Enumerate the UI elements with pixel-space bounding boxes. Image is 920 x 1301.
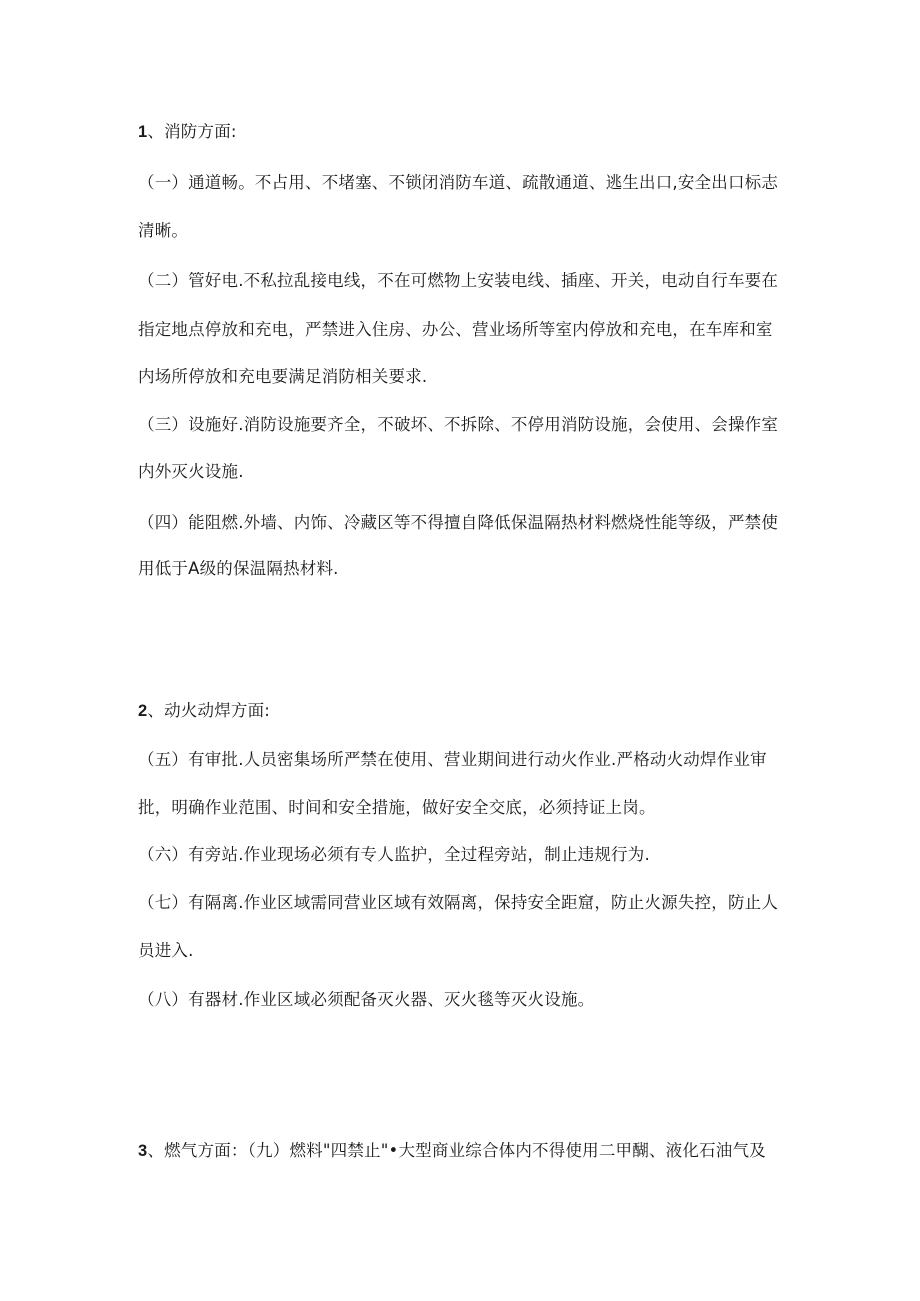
section-number: 1 xyxy=(138,123,148,141)
section-title: 、动火动焊方面: xyxy=(147,701,271,720)
paragraph-line: （三）设施好.消防设施要齐全，不破坏、不拆除、不停用消防设施，会使用、会操作室 xyxy=(138,415,779,434)
paragraph-line: 清晰。 xyxy=(138,221,189,240)
paragraph-line: （四）能阻燃.外墙、内饰、冷藏区等不得擅自降低保温隔热材料燃烧性能等级，严禁使 xyxy=(138,513,779,532)
paragraph-line: （二）管好电.不私拉乱接电线，不在可燃物上安装电线、插座、开关，电动自行车要在 xyxy=(138,271,779,290)
paragraph-line: 内场所停放和充电要满足消防相关要求. xyxy=(138,367,428,386)
section-number: 3 xyxy=(138,1142,148,1160)
paragraph-line: 员进入. xyxy=(138,941,194,960)
paragraph-line: （八）有器材.作业区域必须配备灭火器、灭火毯等灭火设施。 xyxy=(138,990,595,1009)
section-2-heading xyxy=(138,700,788,722)
paragraph-line: （一）通道畅。不占用、不堵塞、不锁闭消防车道、疏散通道、逃生出口,安全出口标志 xyxy=(138,173,779,192)
paragraph-line: 内外灭火设施. xyxy=(138,462,244,481)
paragraph-line: 指定地点停放和充电，严禁进入住房、办公、营业场所等室内停放和充电，在车库和室 xyxy=(138,320,773,339)
paragraph-line: （五）有审批.人员密集场所严禁在使用、营业期间进行动火作业.严格动火动焊作业审 xyxy=(138,750,767,769)
paragraph-line: 用低于A级的保温隔热材料. xyxy=(138,559,339,578)
section-title: 、消防方面: xyxy=(147,122,237,141)
paragraph-line: （六）有旁站.作业现场必须有专人监护，全过程旁站，制止违规行为. xyxy=(138,845,650,864)
paragraph-line: 批，明确作业范围、时间和安全措施，做好安全交底，必须持证上岗。 xyxy=(138,798,656,817)
section-number: 2 xyxy=(138,702,148,720)
paragraph-line: （七）有隔离.作业区域需同营业区域有效隔离，保持安全距窟，防止火源失控，防止人 xyxy=(138,893,779,912)
section-1-heading xyxy=(138,121,788,143)
section-3-heading xyxy=(138,1140,788,1162)
section-title: 、燃气方面：（九）燃料"四禁止"•大型商业综合体内不得使用二甲醐、液化石油气及 xyxy=(147,1141,766,1160)
